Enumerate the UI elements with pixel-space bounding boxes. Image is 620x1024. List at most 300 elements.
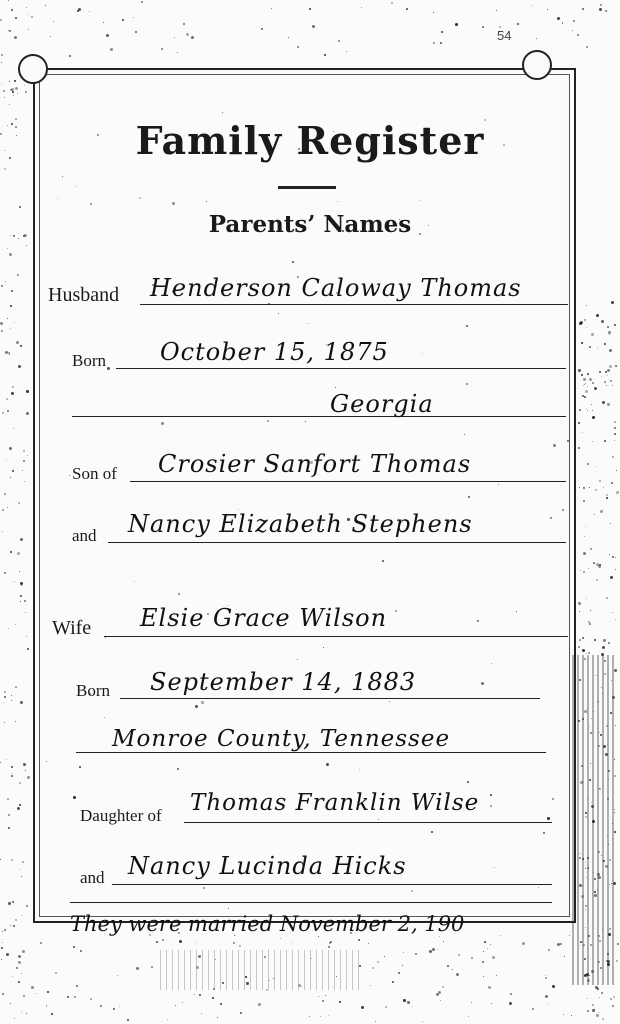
speck [9,253,12,256]
speck [182,1002,183,1003]
speck [325,995,326,996]
speck [361,1006,364,1009]
speck [609,928,611,930]
speck [468,1016,469,1017]
speck [601,376,602,377]
speck [584,396,586,398]
speck [4,493,6,495]
speck [186,33,189,36]
speck [612,612,613,613]
speck [600,4,602,6]
speck [407,1001,410,1004]
speck [8,628,9,629]
husband-and-label: and [72,526,97,545]
speck [572,30,573,31]
speck [392,981,394,983]
speck [602,1018,604,1020]
speck [258,1003,261,1006]
speck [594,894,597,897]
speck [601,320,604,323]
speck [80,950,82,952]
speck [271,8,272,9]
speck [578,447,580,449]
speck [611,482,613,484]
husband-born-date: October 15, 1875 [160,338,389,366]
speck [590,610,591,611]
speck [597,873,600,876]
speck [586,46,588,48]
speck [607,369,610,372]
speck [441,31,443,33]
speck [592,1009,595,1012]
husband-mother-line [108,542,566,543]
speck [548,1003,549,1004]
speck [402,965,403,966]
speck [458,954,460,956]
speck [583,552,586,555]
speck [18,502,20,504]
speck [594,639,596,641]
speck [15,624,16,625]
speck [517,23,519,25]
speck [598,935,600,937]
speck [585,909,586,910]
speck [606,494,608,496]
speck [11,859,13,861]
speck [415,953,417,955]
speck [585,526,586,527]
speck [552,985,555,988]
son-of-label: Son of [72,464,117,483]
speck [3,90,5,92]
speck [7,318,8,319]
speck [21,915,22,916]
speck [26,412,29,415]
speck [500,935,501,936]
speck [4,572,6,574]
speck [591,333,594,336]
speck [586,327,587,328]
speck [26,7,27,8]
speck [28,29,29,30]
speck [616,470,617,471]
speck [614,433,616,435]
wife-label: Wife [52,617,92,639]
speck [4,168,6,170]
wife-father: Thomas Franklin Wilse [190,790,480,816]
wife-born-line [120,698,540,699]
speck [587,867,589,869]
speck [199,994,201,996]
speck [15,87,18,90]
speck [532,1008,534,1010]
speck [585,816,587,818]
speck [596,579,598,581]
speck [31,986,34,989]
wife-and-label: and [80,868,105,887]
speck [177,52,178,53]
speck [579,857,581,859]
wife-name: Elsie Grace Wilson [140,604,388,632]
speck [610,523,611,524]
speck [291,942,292,943]
speck [25,770,26,771]
speck [46,1006,47,1007]
speck [592,416,595,419]
speck [483,951,484,952]
speck [532,5,533,6]
speck [612,696,615,699]
speck [609,365,612,368]
speck [612,556,614,558]
speck [412,1006,413,1007]
speck [583,500,585,502]
speck [599,8,602,11]
speck [27,455,28,456]
speck [73,946,75,948]
speck [324,54,326,56]
speck [604,440,606,442]
speck [103,22,104,23]
speck [19,782,21,784]
wife-name-line [104,636,568,637]
speck [328,1015,329,1016]
speck [584,658,586,660]
speck [266,989,268,991]
speck [14,322,15,323]
speck [36,993,37,994]
speck [583,571,585,573]
speck [581,374,583,376]
speck [9,354,10,355]
speck [588,652,590,654]
speck [312,25,315,28]
speck [615,365,617,367]
speck [233,942,235,944]
speck [592,441,593,442]
speck [21,973,22,974]
speck [578,422,580,424]
speck [440,42,442,44]
wife-mother: Nancy Lucinda Hicks [128,852,407,880]
speck [583,487,585,489]
speck [585,390,588,393]
speck [547,9,548,10]
speck [370,985,371,986]
speck [578,602,581,605]
speck [100,1005,102,1007]
speck [51,1013,53,1015]
speck [7,507,8,508]
speck [604,343,606,345]
speck [582,637,584,639]
speck [2,993,4,995]
speck [590,732,592,734]
husband-born-label: Born [72,351,106,370]
speck [585,383,586,384]
speck [443,941,444,942]
speck [456,973,459,976]
speck [135,31,137,33]
speck [22,470,23,471]
speck [429,950,432,953]
speck [53,21,54,22]
speck [20,595,22,597]
speck [10,305,12,307]
speck [611,301,614,304]
speck [2,931,3,932]
speck [599,480,601,482]
speck [580,570,581,571]
speck [151,966,153,968]
speck [536,38,537,39]
speck [571,1015,572,1016]
speck [592,410,593,411]
title-divider [278,186,336,189]
speck [339,1001,341,1003]
speck [358,939,360,941]
speck [596,314,599,317]
speck [594,514,595,515]
speck [614,669,617,672]
speck [455,23,458,26]
speck [613,882,616,885]
speck [23,763,26,766]
speck [491,1003,492,1004]
speck [7,410,9,412]
speck [17,93,18,94]
speck [615,619,616,620]
speck [587,998,588,999]
speck [76,985,78,987]
speck [18,981,20,983]
speck [136,967,139,970]
husband-father: Crosier Sanfort Thomas [158,450,472,478]
speck [582,858,584,860]
speck [5,281,6,282]
speck [608,933,611,936]
speck [27,648,29,650]
husband-birthplace: Georgia [330,390,434,418]
speck [598,565,601,568]
speck [447,965,449,967]
speck [15,721,16,722]
speck [589,726,590,727]
speck [11,290,13,292]
speck [1,947,3,949]
speck [588,568,589,569]
speck [24,481,25,482]
speck [13,925,15,927]
speck [12,470,14,472]
bottom-rule [70,902,552,903]
speck [589,779,591,781]
speck [20,601,21,602]
speck [25,612,26,613]
speck [161,48,163,50]
speck [586,598,587,599]
speck [432,948,435,951]
speck [18,961,21,964]
speck [589,346,591,348]
wife-father-line [184,822,552,823]
speck [548,949,550,951]
speck [156,941,158,943]
speck [2,412,4,414]
speck [583,378,586,381]
speck [31,16,33,18]
speck [607,963,610,966]
speck [332,986,333,987]
speck [2,509,4,511]
speck [26,390,29,393]
speck [592,382,594,384]
speck [587,373,589,375]
speck [603,487,604,488]
speck [589,623,591,625]
speck [14,1018,15,1019]
speck [582,342,583,343]
husband-name: Henderson Caloway Thomas [150,274,522,302]
speck [55,972,57,974]
husband-father-line [130,481,566,482]
speck [442,986,444,988]
speck [23,460,25,462]
speck [602,646,605,649]
speck [406,8,408,10]
speck [8,902,11,905]
speck [12,91,14,93]
speck [328,946,330,948]
speck [12,773,13,774]
speck [141,1,143,3]
speck [6,398,8,400]
speck [573,20,575,22]
speck [20,538,23,541]
speck [16,341,19,344]
speck [589,487,590,488]
speck [598,851,600,853]
speck [612,456,614,458]
speck [336,976,337,977]
speck [583,385,584,386]
speck [1,285,3,287]
speck [584,536,585,537]
speck [602,401,605,404]
speck [1,54,3,56]
speck [600,510,603,513]
speck [9,447,12,450]
speck [162,939,164,941]
speck [487,948,488,949]
speck [1,62,2,63]
speck [261,28,263,30]
speck [21,876,22,877]
speck [90,998,92,1000]
speck [471,1002,472,1003]
speck [6,460,7,461]
speck [582,649,585,652]
speck [67,996,69,998]
speck [40,942,42,944]
speck [9,81,10,82]
wife-mother-line [112,884,552,885]
speck [89,11,90,12]
speck [587,463,589,465]
speck [122,19,124,21]
speck [8,814,10,816]
speck [593,562,595,564]
speck [6,953,9,956]
speck [16,967,18,969]
speck [594,891,596,893]
speck [20,869,21,870]
speck [10,477,11,478]
speck [482,26,484,28]
speck [8,827,10,829]
speck [616,960,618,962]
speck [615,557,616,558]
speck [606,725,608,727]
speck [617,943,619,945]
corner-page-mark: 54 [497,28,512,43]
speck [12,386,14,388]
speck [2,531,3,532]
speck [586,653,587,654]
speck [24,600,26,602]
speck [614,427,616,429]
speck [582,8,584,10]
wife-born-label: Born [76,681,110,700]
speck [212,997,214,999]
speck [74,996,76,998]
speck [179,940,182,943]
speck [26,636,27,637]
speck [580,853,581,854]
speck [13,468,14,469]
speck [403,999,406,1002]
speck [196,966,199,969]
speck [133,17,134,18]
husband-name-line [140,304,568,305]
speck [110,48,113,51]
speck [0,762,1,763]
speck [588,798,589,799]
speck [20,345,22,347]
speck [610,998,612,1000]
speck [471,957,473,959]
speck [607,836,608,837]
speck [10,328,11,329]
speck [220,1003,222,1005]
speck [545,995,548,998]
husband-born-line [116,368,566,369]
speck [11,700,12,701]
speck [580,945,581,946]
speck [19,206,21,208]
speck [589,378,592,381]
speck [375,1021,376,1022]
speck [20,701,23,704]
speck [24,85,25,86]
speck [22,861,24,863]
wife-birthplace: Monroe County, Tennessee [112,726,451,752]
speck [615,725,616,726]
speck [384,956,385,957]
speck [605,10,607,12]
photocopy-noise-bottom [160,950,360,990]
speck [175,1005,176,1006]
